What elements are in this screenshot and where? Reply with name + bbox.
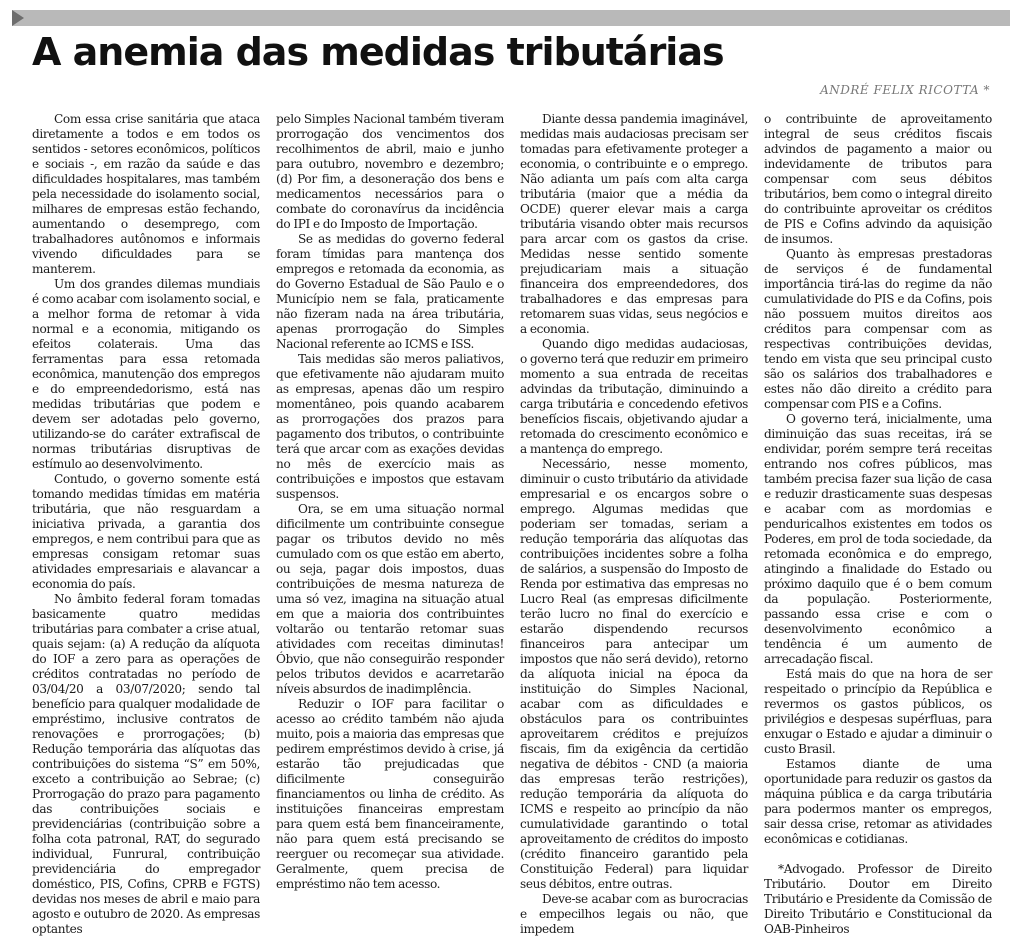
text-column-3 — [520, 112, 748, 936]
paragraph: o contribuinte de aproveitamento integral de seus créditos fiscais advindos de pagamento a maior ou indevidamente de tributos para compensar com seus débitos tributários, bem como o integral direito do contribuinte aproveitar os créditos de PIS e Cofins advindo da aquisição de insumos. — [764, 112, 992, 246]
section-header-bar — [12, 10, 1010, 26]
article-headline: A anemia das medidas tributárias — [32, 30, 724, 74]
paragraph: Necessário, nesse momento, diminuir o custo tributário da atividade empresarial e os encargos sobre o emprego. Algumas medidas que poderiam ser tomadas, seriam a redução temporária das alíquotas das contribuições incidentes sobre a folha de salários, a suspensão do Imposto de Renda por estimativa das empresas no Lucro Real (as empresas dificilmente terão lucro no final do exercício e estarão dispendendo recursos financeiros para antecipar um impostos que não será devido), retorno da alíquota inicial na época da instituição do Simples Nacional, acabar com as dificuldades e obstáculos para os contribuintes aproveitarem créditos e prejuízos fiscais, fim da exigência da certidão negativa de débitos - CND (a maioria das empresas terão restrições), redução temporária da alíquota do ICMS e respeito ao princípio da não cumulatividade garantindo o total aproveitamento de créditos do imposto (crédito financeiro garantido pela Constituição Federal) para liquidar seus débitos, entre outras. — [520, 457, 748, 891]
article-byline: ANDRÉ FELIX RICOTTA * — [820, 83, 990, 97]
paragraph: No âmbito federal foram tomadas basicamente quatro medidas tributárias para combater a crise atual, quais sejam: (a) A redução da alíquota do IOF a zero para as operações de créditos contratadas no período de 03/04/20 a 03/07/2020; sendo tal benefício para qualquer modalidade de empréstimo, inclusive contratos de renovações e prorrogações; (b) Redução temporária das alíquotas das contribuições do sistema “S” em 50%, exceto a contribuição ao Sebrae; (c) Prorrogação do prazo para pagamento das contribuições sociais e previdenciárias (contribuição sobre a folha cota patronal, RAT, do segurado individual, Funrural, contribuição previdenciária do empregador doméstico, PIS, Cofins, CPRB e FGTS) devidas nos meses de abril e maio para agosto e outubro de 2020. As empresas optantes — [32, 592, 260, 936]
paragraph: Se as medidas do governo federal foram tímidas para mantença dos empregos e retomada da economia, as do Governo Estadual de São Paulo e o Município nem se fala, praticamente não fizeram nada na área tributária, apenas prorrogação do Simples Nacional referente ao ICMS e ISS. — [276, 232, 504, 351]
text-column-4 — [764, 112, 992, 936]
paragraph: Diante dessa pandemia imaginável, medidas mais audaciosas precisam ser tomadas para efetivamente proteger a economia, o contribuinte e o emprego. Não adianta um país com alta carga tributária (maior que a média da OCDE) querer elevar mais a carga tributária visando obter mais recursos para arcar com os gastos da crise. Medidas nesse sentido somente prejudicariam mais a situação financeira dos empreendedores, dos trabalhadores e das empresas para retomarem suas vidas, seus negócios e a economia. — [520, 112, 748, 336]
paragraph: Deve-se acabar com as burocracias e empecilhos legais ou não, que impedem — [520, 892, 748, 936]
text-column-1 — [32, 112, 260, 936]
paragraph: Reduzir o IOF para facilitar o acesso ao crédito também não ajuda muito, pois a maioria das empresas que pedirem empréstimos devido à crise, já estarão tão prejudicadas que dificilmente conseguirão financiamentos ou linha de crédito. As instituições financeiras emprestam para quem está bem financeiramente, não para quem está precisando se reerguer ou recomeçar sua atividade. Geralmente, quem precisa de empréstimo não tem acesso. — [276, 697, 504, 891]
text-column-2 — [276, 112, 504, 891]
paragraph: Ora, se em uma situação normal dificilmente um contribuinte consegue pagar os tributos devido no mês cumulado com os que estão em aberto, ou seja, pagar dois impostos, duas contribuições de mesma natureza de uma só vez, imagina na situação atual em que a maioria dos contribuintes voltarão ou tentarão retomar suas atividades com receitas diminutas! Óbvio, que não conseguirão responder pelos tributos devidos e acarretarão níveis absurdos de inadimplência. — [276, 502, 504, 696]
paragraph: Quanto às empresas prestadoras de serviços é de fundamental importância tirá-las do regime da não cumulatividade do PIS e da Cofins, pois não possuem muitos direitos aos créditos para compensar com as respectivas contribuições devidas, tendo em vista que seu principal custo são os salários dos trabalhadores e estes não dão direito a crédito para compensar com PIS e a Cofins. — [764, 247, 992, 411]
paragraph: Quando digo medidas audaciosas, o governo terá que reduzir em primeiro momento a sua entrada de receitas advindas da tributação, diminuindo a carga tributária e concedendo efetivos benefícios fiscais, objetivando ajudar a retomada do crescimento econômico e a mantença do emprego. — [520, 337, 748, 456]
paragraph: Tais medidas são meros paliativos, que efetivamente não ajudaram muito as empresas, apenas dão um respiro momentâneo, pois quando acabarem as prorrogações dos prazos para pagamento dos tributos, o contribuinte terá que arcar com as exações devidas no mês de exercício mais as contribuições e impostos que estavam suspensos. — [276, 352, 504, 501]
article-body — [32, 112, 992, 936]
paragraph: Um dos grandes dilemas mundiais é como acabar com isolamento social, e a melhor forma de retomar à vida normal e a economia, mitigando os efeitos colaterais. Uma das ferramentas para essa retomada econômica, manutenção dos empregos e do empreendedorismo, está nas medidas tributárias que podem e devem ser adotadas pelo governo, utilizando-se do caráter extrafiscal de normas tributárias disruptivas de estímulo ao desenvolvimento. — [32, 277, 260, 471]
author-footnote: *Advogado. Professor de Direito Tributário. Doutor em Direito Tributário e Presidente da Comissão de Direito Tributário e Constitucional da OAB-Pinheiros — [764, 862, 992, 936]
paragraph: pelo Simples Nacional também tiveram prorrogação dos vencimentos dos recolhimentos de abril, maio e junho para outubro, novembro e dezembro; (d) Por fim, a desoneração dos bens e medicamentos necessários para o combate do coronavírus da incidência do IPI e do Imposto de Importação. — [276, 112, 504, 231]
paragraph: O governo terá, inicialmente, uma diminuição das suas receitas, irá se endividar, porém sempre terá receitas entrando nos cofres públicos, mas também precisa fazer sua lição de casa e reduzir drasticamente suas despesas e acabar com as mordomias e penduricalhos existentes em todos os Poderes, em prol de toda sociedade, da retomada econômica e do emprego, atingindo a finalidade do Estado ou próximo daquilo que é o bem comum da população. Posteriormente, passando essa crise e com o desenvolvimento econômico a tendência é um aumento de arrecadação fiscal. — [764, 412, 992, 666]
paragraph: Contudo, o governo somente está tomando medidas tímidas em matéria tributária, que não resguardam a iniciativa privada, a garantia dos empregos, e nem contribui para que as empresas consigam retomar suas atividades empresariais e alavancar a economia do país. — [32, 472, 260, 591]
paragraph: Com essa crise sanitária que ataca diretamente a todos e em todos os sentidos - setores econômicos, políticos e sociais -, em razão da saúde e das dificuldades hospitalares, mas também pela necessidade do isolamento social, milhares de empresas estão fechando, aumentando o desemprego, com trabalhadores autônomos e informais vivendo dificuldades para se manterem. — [32, 112, 260, 276]
paragraph: Está mais do que na hora de ser respeitado o princípio da República e revermos os gastos públicos, os privilégios e despesas supérfluas, para enxugar o Estado e ajudar a diminuir o custo Brasil. — [764, 667, 992, 756]
paragraph: Estamos diante de uma oportunidade para reduzir os gastos da máquina pública e da carga tributária para podermos manter os empregos, sair dessa crise, retomar as atividades econômicas e cotidianas. — [764, 757, 992, 846]
section-arrow-icon — [12, 10, 24, 26]
